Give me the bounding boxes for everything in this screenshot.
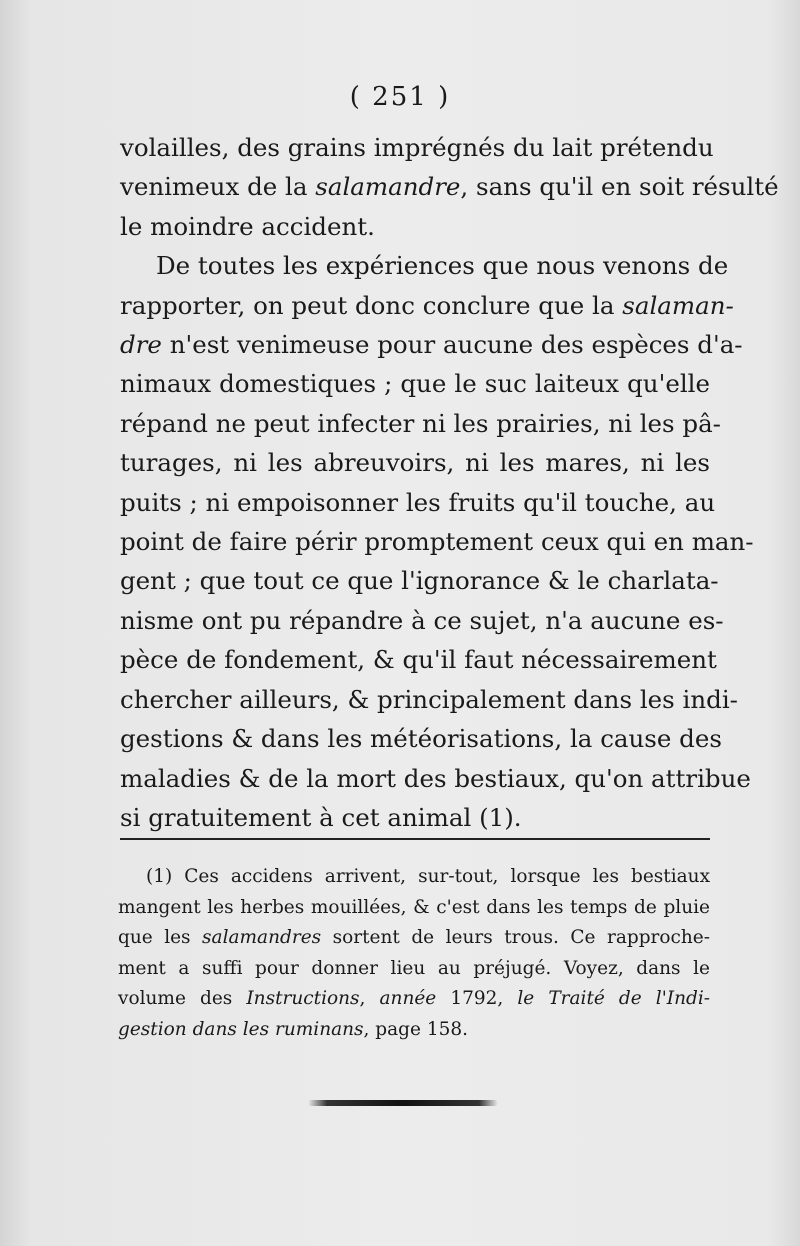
footnote-line [118,1015,710,1046]
text-line [120,286,734,325]
text-line: répand ne peut infecter ni les prairies, ni les pâ- [120,408,721,438]
footnote-line [118,984,710,1015]
main-text [120,128,779,837]
italic-term: salamandres [202,927,322,948]
text-line: puits ; ni empoisonner les fruits qu'il touche, au [120,487,716,517]
footnote-line [118,923,710,954]
text-span: que les [118,927,203,948]
text-line: turages, ni les abreuvoirs, ni les mares, ni les [120,448,710,478]
footnote-line: (1) Ces accidens arrivent, sur-tout, lorsque les bestiaux [146,866,710,887]
text-line: si gratuitement à cet animal (1). [120,802,522,832]
text-line: point de faire périr promptement ceux qui en man- [120,527,754,557]
text-span: venimeux de la [120,172,316,202]
italic-term: salamandre [315,172,461,202]
text-span: , [359,988,380,1009]
ornament-rule [308,1100,498,1106]
text-span: n'est venimeuse pour aucune des espèces d'a- [161,330,743,360]
text-line [120,167,779,206]
text-line: nisme ont pu répandre à ce sujet, n'a aucune es- [120,605,724,635]
text-line: gent ; que tout ce que l'ignorance & le charlata- [120,566,719,596]
text-span: rapporter, on peut donc conclure que la [120,290,623,320]
text-span: , sans qu'il en soit résulté [460,172,779,202]
text-line [120,325,743,364]
footnote-line: mangent les herbes mouillées, & c'est dans les temps de pluie [118,896,710,918]
text-span: sortent de leurs trous. Ce rapproche- [321,927,710,948]
text-span: 1792, [436,988,518,1009]
text-line: volailles, des grains imprégnés du lait prétendu [120,133,714,162]
text-line: De toutes les expériences que nous venons de [156,251,729,281]
italic-term: Instructions [246,988,360,1009]
text-line: maladies & de la mort des bestiaux, qu'on attribue [120,763,751,793]
text-span: , page 158. [363,1018,469,1040]
text-line: le moindre accident. [120,211,375,241]
italic-term: salaman- [622,290,734,320]
footnote [118,862,711,1045]
italic-term: le Traité de l'Indi- [517,988,711,1009]
text-line: nimaux domestiques ; que le suc laiteux qu'elle [120,369,710,399]
italic-term: gestion dans les ruminans [118,1018,364,1040]
italic-term: année [379,988,437,1009]
footnote-line: ment a suffi pour donner lieu au préjugé. Voyez, dans le [118,957,710,979]
text-line: chercher ailleurs, & principalement dans les indi- [120,684,738,714]
text-span: volume des [118,988,247,1009]
text-line: gestions & dans les météorisations, la cause des [120,724,722,754]
page-number: ( 251 ) [349,82,451,112]
text-line: pèce de fondement, & qu'il faut nécessairement [120,645,717,675]
italic-term: dre [120,330,162,360]
footnote-rule [120,838,710,840]
